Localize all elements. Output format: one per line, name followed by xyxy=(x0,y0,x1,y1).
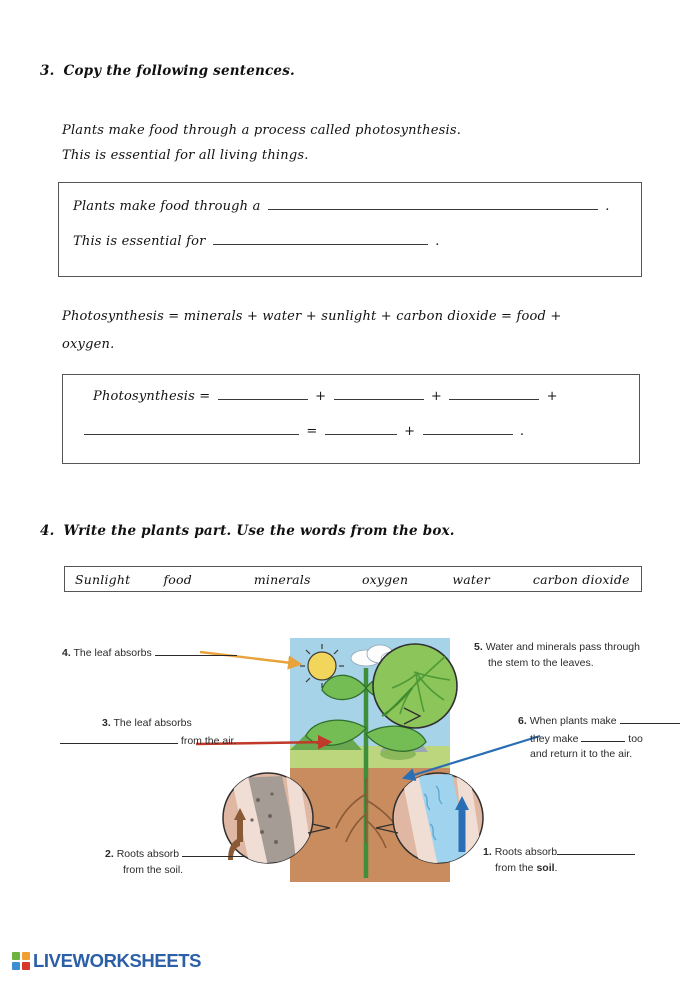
question-3-heading-text: Copy the following sentences. xyxy=(63,63,295,79)
word-bank-item-minerals[interactable]: minerals xyxy=(253,571,311,587)
equation-blank-5[interactable] xyxy=(325,421,397,435)
liveworksheets-logo[interactable] xyxy=(12,950,201,972)
equation-plus-1: + xyxy=(315,389,327,404)
question-3-answer-box-1[interactable] xyxy=(58,182,642,277)
leaf-magnifier xyxy=(373,644,457,728)
answer-line-1-prefix: Plants make food through a xyxy=(73,199,261,214)
answer-line-1-suffix: . xyxy=(605,199,610,214)
equation-blank-4[interactable] xyxy=(84,421,299,435)
callout-4-leaf-absorbs-sunlight xyxy=(62,644,262,662)
answer-line-2-suffix: . xyxy=(435,234,440,249)
callout-2-number: 2. xyxy=(105,848,114,860)
callout-3-line-2-text: from the air. xyxy=(180,734,237,747)
equation-line-1: Photosynthesis = minerals + water + sunlight + carbon dioxide = food + xyxy=(62,309,562,324)
equation-plus-2: + xyxy=(430,389,442,404)
equation-blank-2[interactable] xyxy=(334,386,424,400)
word-bank-item-oxygen[interactable]: oxygen xyxy=(361,571,409,587)
equation-plus-3: + xyxy=(546,389,558,404)
logo-text: LIVEWORKSHEETS xyxy=(33,950,202,971)
word-bank-box xyxy=(64,566,642,592)
callout-6-line-2-after: too xyxy=(628,732,643,745)
equation-equals: = xyxy=(306,424,318,439)
answer-blank-2[interactable] xyxy=(213,231,428,245)
logo-tile-2 xyxy=(22,952,30,960)
word-bank-item-water[interactable]: water xyxy=(452,571,490,587)
callout-3-blank[interactable] xyxy=(60,732,178,744)
word-bank-item-carbon-dioxide[interactable]: carbon dioxide xyxy=(532,571,630,587)
logo-tile-3 xyxy=(12,962,20,970)
question-3-sentence-2: This is essential for all living things. xyxy=(62,148,309,163)
answer-line-2[interactable] xyxy=(73,231,440,249)
callout-1-line-2-before: from the xyxy=(495,861,534,874)
callout-1-line-2-bold: soil xyxy=(536,861,555,874)
equation-blank-3[interactable] xyxy=(449,386,539,400)
equation-blank-6[interactable] xyxy=(423,421,513,435)
callout-6-line-3: and return it to the air. xyxy=(530,748,633,760)
callout-6-line-2-before: they make xyxy=(530,732,579,745)
callout-3-number: 3. xyxy=(102,717,111,729)
logo-tile-4 xyxy=(22,962,30,970)
callout-5-water-minerals-stem xyxy=(474,640,689,671)
callout-5-line-1: Water and minerals pass through xyxy=(485,641,640,653)
question-3-sentences xyxy=(62,118,461,168)
callout-1-roots-absorb-soil xyxy=(483,843,683,876)
question-4-heading xyxy=(40,523,455,539)
logo-tile-1 xyxy=(12,952,20,960)
callout-2-blank[interactable] xyxy=(182,845,244,857)
equation-answer-prefix: Photosynthesis = xyxy=(93,389,211,404)
callout-4-number: 4. xyxy=(62,647,71,659)
callout-3-line-2 xyxy=(60,732,260,750)
callout-3-leaf-absorbs-co2 xyxy=(60,716,260,749)
callout-3-line-1: The leaf absorbs xyxy=(113,717,192,729)
callout-4-blank[interactable] xyxy=(155,644,237,656)
callout-2-line-1: Roots absorb xyxy=(116,848,180,860)
callout-5-number: 5. xyxy=(474,641,483,653)
question-3-sentence-1: Plants make food through a process called photosynthesis. xyxy=(62,123,462,138)
callout-1-line-2 xyxy=(495,861,683,877)
callout-6-plants-make-oxygen xyxy=(518,712,698,763)
callout-6-blank-1[interactable] xyxy=(620,712,680,724)
callout-5-line-2: the stem to the leaves. xyxy=(488,656,594,669)
callout-1-line-2-after: . xyxy=(554,861,558,874)
equation-plus-4: + xyxy=(404,424,416,439)
question-3-heading xyxy=(40,63,295,79)
equation-blank-1[interactable] xyxy=(218,386,308,400)
answer-blank-1[interactable] xyxy=(268,196,598,210)
photosynthesis-equation-text xyxy=(62,303,632,359)
equation-answer-line-1[interactable] xyxy=(93,386,558,404)
callout-1-line-1: Roots absorb xyxy=(494,846,558,858)
question-3-number: 3. xyxy=(40,63,55,79)
callout-6-blank-2[interactable] xyxy=(581,730,625,742)
equation-answer-line-2[interactable] xyxy=(81,421,524,439)
word-bank-item-food[interactable]: food xyxy=(163,571,192,587)
callout-1-number: 1. xyxy=(483,846,492,858)
question-4-number: 4. xyxy=(40,523,55,539)
question-3-answer-box-2[interactable] xyxy=(62,374,640,464)
callout-2-roots-absorb xyxy=(105,845,295,878)
word-bank-item-sunlight[interactable]: Sunlight xyxy=(75,571,131,587)
equation-line-2: oxygen. xyxy=(62,337,115,352)
equation-period: . xyxy=(519,424,525,439)
callout-1-blank[interactable] xyxy=(557,843,635,855)
callout-6-number: 6. xyxy=(518,715,527,727)
callout-6-line-2 xyxy=(530,730,698,748)
callout-4-text: The leaf absorbs xyxy=(73,647,152,659)
callout-6-line-1: When plants make xyxy=(529,715,617,727)
question-4-heading-text: Write the plants part. Use the words from the box. xyxy=(63,523,455,539)
answer-line-1[interactable] xyxy=(73,196,610,214)
logo-grid-icon xyxy=(12,952,30,970)
answer-line-2-prefix: This is essential for xyxy=(73,234,206,249)
callout-2-line-2: from the soil. xyxy=(123,863,184,876)
